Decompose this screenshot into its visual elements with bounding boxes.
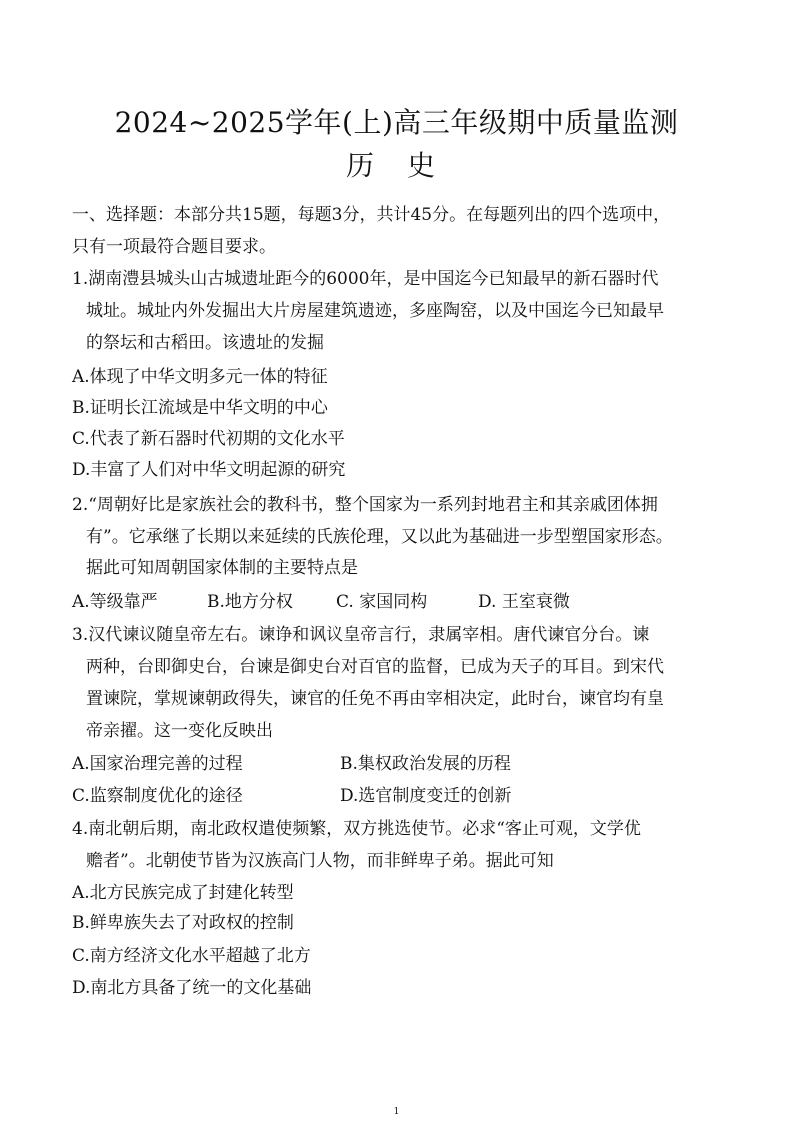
q3-option-b: B.集权政治发展的历程 — [340, 754, 511, 774]
q4-option-b: B.鲜卑族失去了对政权的控制 — [72, 913, 294, 933]
section-instruction-line-1: 一、选择题：本部分共15题，每题3分，共计45分。在每题列出的四个选项中， — [72, 205, 671, 225]
q2-stem-line-2: 有”。它承继了长期以来延续的氏族伦理，又以此为基础进一步型塑国家形态。 — [86, 527, 673, 547]
q1-option-d: D.丰富了人们对中华文明起源的研究 — [72, 460, 346, 480]
q2-option-d: D. 王室衰微 — [478, 592, 570, 612]
q1-stem-line-3: 的祭坛和古稻田。该遗址的发掘 — [86, 333, 324, 353]
exam-title: 2024~2025学年(上)高三年级期中质量监测 — [114, 106, 679, 139]
q3-option-d: D.选官制度变迁的创新 — [340, 786, 512, 806]
q4-option-d: D.南北方具备了统一的文化基础 — [72, 978, 312, 998]
section-instruction-line-2: 只有一项最符合题目要求。 — [72, 237, 276, 257]
q3-option-a: A.国家治理完善的过程 — [72, 754, 243, 774]
q4-option-c: C.南方经济文化水平超越了北方 — [72, 946, 311, 966]
q2-option-a: A.等级靠严 — [72, 592, 158, 612]
q3-stem-line-4: 帝亲擢。这一变化反映出 — [86, 721, 273, 741]
q1-option-b: B.证明长江流域是中华文明的中心 — [72, 398, 328, 418]
q3-stem-line-3: 置谏院，掌规谏朝政得失，谏官的任免不再由宰相决定，此时台，谏官均有皇 — [86, 689, 664, 709]
q1-stem-line-1: 1.湖南澧县城头山古城遗址距今的6000年，是中国迄今已知最早的新石器时代 — [72, 269, 659, 289]
page-number: 1 — [393, 1107, 400, 1117]
q2-stem-line-1: 2.“周朝好比是家族社会的教科书，整个国家为一系列封地君主和其亲戚团体拥 — [72, 495, 658, 515]
q2-option-c: C. 家国同构 — [336, 592, 428, 612]
q3-stem-line-2: 两种，台即御史台，台谏是御史台对百官的监督，已成为天子的耳目。到宋代 — [86, 657, 664, 677]
q1-stem-line-2: 城址。城址内外发掘出大片房屋建筑遗迹，多座陶窑，以及中国迄今已知最早 — [86, 301, 664, 321]
q3-option-c: C.监察制度优化的途径 — [72, 786, 243, 806]
q4-option-a: A.北方民族完成了封建化转型 — [72, 883, 294, 903]
q2-stem-line-3: 据此可知周朝国家体制的主要特点是 — [86, 558, 358, 578]
q1-option-a: A.体现了中华文明多元一体的特征 — [72, 367, 328, 387]
q1-option-c: C.代表了新石器时代初期的文化水平 — [72, 429, 345, 449]
q2-option-b: B.地方分权 — [207, 592, 293, 612]
subject-title: 历 史 — [346, 149, 447, 182]
q4-stem-line-2: 赡者”。北朝使节皆为汉族高门人物，而非鲜卑子弟。据此可知 — [86, 851, 554, 871]
q3-stem-line-1: 3.汉代谏议随皇帝左右。谏诤和讽议皇帝言行，隶属宰相。唐代谏官分台。谏 — [72, 625, 650, 645]
q4-stem-line-1: 4.南北朝后期，南北政权遣使频繁，双方挑选使节。必求“客止可观，文学优 — [72, 819, 641, 839]
